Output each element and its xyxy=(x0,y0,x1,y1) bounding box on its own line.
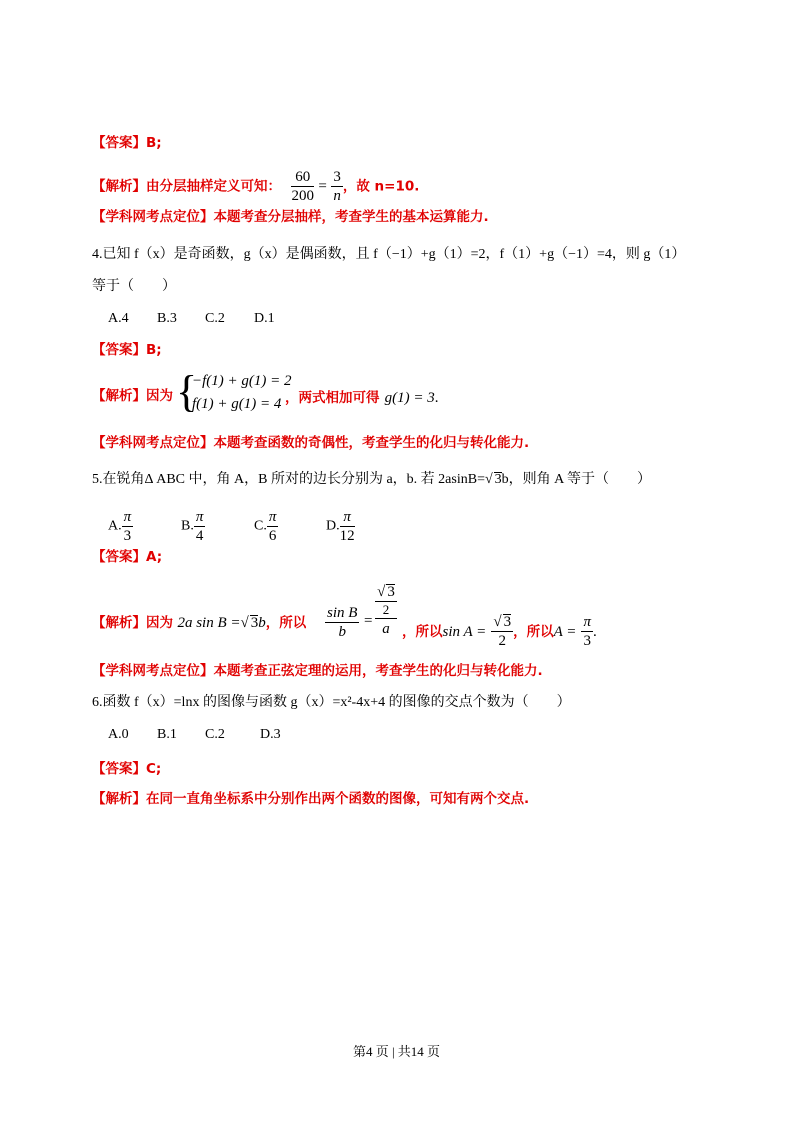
q5-fraction-sqrt3-2-over-a: √ 3 2 a xyxy=(375,583,397,639)
sqrt-icon: √ xyxy=(493,614,502,630)
analysis-tag: 【解析】 xyxy=(92,388,146,404)
q4-stem-line1: 4.已知 f（x）是奇函数，g（x）是偶函数，且 f（−1）+g（1）=2，f（1）+g（−1）=4，则 g（1） xyxy=(92,247,686,262)
q4-analysis-tail xyxy=(285,386,438,407)
q5-answer-line xyxy=(92,547,162,567)
analysis-tag: 【解析】 xyxy=(92,178,146,195)
point-text: 本题考查函数的奇偶性，考查学生的化归与转化能力. xyxy=(213,435,530,451)
q6-option-c: C.2 xyxy=(205,727,225,742)
page-footer: 第4 页 | 共14 页 xyxy=(352,1044,441,1059)
q5-analysis-line xyxy=(92,613,306,633)
equals-sign: = xyxy=(364,613,373,629)
answer-tag: 【答案】 xyxy=(92,761,146,777)
fraction-60-200: $\frac{60}{200}$ xyxy=(291,169,314,204)
text-so3: ，所以 xyxy=(513,624,554,640)
fraction-sqrt3-2: $\frac{√ 3}{2}$ xyxy=(493,614,512,649)
analysis-text: 因为 xyxy=(146,615,173,631)
period: . xyxy=(592,624,597,640)
result-end: . xyxy=(434,390,439,406)
result: g(1) = 3 xyxy=(384,390,435,406)
eq-sinA: sin A = xyxy=(442,624,487,640)
q5-stem-sqrt: 3 xyxy=(494,472,502,487)
q4-option-c: C.2 xyxy=(205,311,225,326)
answer-value: B; xyxy=(146,342,162,358)
q5-stem-b: b，则角 A 等于（ ） xyxy=(501,472,651,487)
q5-stem xyxy=(92,470,651,490)
q4-option-b: B.3 xyxy=(157,311,177,326)
q5-analysis-tail xyxy=(402,613,597,650)
q5-stem-a: 5.在锐角Δ ABC 中，角 A，B 所对的边长分别为 a，b. 若 2asinB= xyxy=(92,472,485,487)
q6-analysis-line xyxy=(92,789,529,809)
q5-point-line xyxy=(92,661,543,681)
sqrt-icon: √ xyxy=(377,584,386,600)
point-text: 本题考查正弦定理的运用，考查学生的化归与转化能力. xyxy=(213,663,543,679)
system-eq2: f(1) + g(1) = 4 xyxy=(192,396,282,412)
point-tag: 【学科网考点定位】 xyxy=(92,209,214,225)
q4-point-line xyxy=(92,433,529,453)
q4-answer-line xyxy=(92,340,162,360)
sqrt-icon: √ xyxy=(484,472,493,487)
q4-option-d: D.1 xyxy=(254,311,275,326)
system-eq1: −f(1) + g(1) = 2 xyxy=(192,373,292,389)
point-text: 本题考查分层抽样，考查学生的基本运算能力. xyxy=(213,209,489,225)
answer-value: C; xyxy=(146,761,162,777)
q5-option-a: A. $\frac{\pi}{3}$ xyxy=(108,509,132,544)
fraction-pi-3: $\frac{\pi}{3}$ xyxy=(583,614,591,649)
analysis-text: 由分层抽样定义可知： xyxy=(146,178,281,195)
sqrt-icon: √ xyxy=(240,615,249,631)
q4-stem-line2: 等于（ ） xyxy=(92,279,176,294)
text-so1: ，所以 xyxy=(265,615,307,631)
answer-value: A; xyxy=(146,549,163,565)
analysis-tag: 【解析】 xyxy=(92,615,146,631)
q6-option-d: D.3 xyxy=(260,727,281,742)
q5-option-c: C. $\frac{\pi}{6}$ xyxy=(254,509,277,544)
answer-tag: 【答案】 xyxy=(92,549,146,565)
eq-b: b xyxy=(258,615,266,631)
answer-tag: 【答案】 xyxy=(92,342,146,358)
sqrt-3: 3 xyxy=(250,615,259,631)
text-so2: ，所以 xyxy=(402,624,443,640)
q5-fraction-sinB-b: $\frac{\text{sin B}}{b}$ xyxy=(327,605,358,640)
answer-tag: 【答案】 xyxy=(92,135,146,151)
q6-stem: 6.函数 f（x）=lnx 的图像与函数 g（x）=x²-4x+4 的图像的交点个数为（ ） xyxy=(92,695,571,710)
analysis-text: 在同一直角坐标系中分别作出两个函数的图像，可知有两个交点. xyxy=(146,791,530,807)
q5-option-d: D. $\frac{\pi}{12}$ xyxy=(326,509,355,544)
q3-analysis-line xyxy=(92,168,419,205)
analysis-tail: ，故 n=10. xyxy=(342,178,420,195)
q6-option-b: B.1 xyxy=(157,727,177,742)
q3-answer-line xyxy=(92,133,162,153)
analysis-text: 因为 xyxy=(146,388,173,404)
equals-sign: = xyxy=(318,178,327,195)
q3-point-line xyxy=(92,207,489,227)
q5-option-b: B. $\frac{\pi}{4}$ xyxy=(181,509,204,544)
analysis-tag: 【解析】 xyxy=(92,791,146,807)
answer-value: B; xyxy=(146,135,162,151)
eq-2asinB: 2a sin B = xyxy=(177,615,241,631)
q6-option-a: A.0 xyxy=(108,727,129,742)
point-tag: 【学科网考点定位】 xyxy=(92,435,214,451)
point-tag: 【学科网考点定位】 xyxy=(92,663,214,679)
fraction-3-n: $\frac{3}{n}$ xyxy=(333,169,341,204)
q4-option-a: A.4 xyxy=(108,311,129,326)
q6-answer-line xyxy=(92,759,161,779)
system-brace: { xyxy=(176,367,198,416)
analysis-mid: ，两式相加可得 xyxy=(285,390,380,406)
eq-A: A = xyxy=(553,624,577,640)
q4-analysis-line xyxy=(92,386,173,406)
